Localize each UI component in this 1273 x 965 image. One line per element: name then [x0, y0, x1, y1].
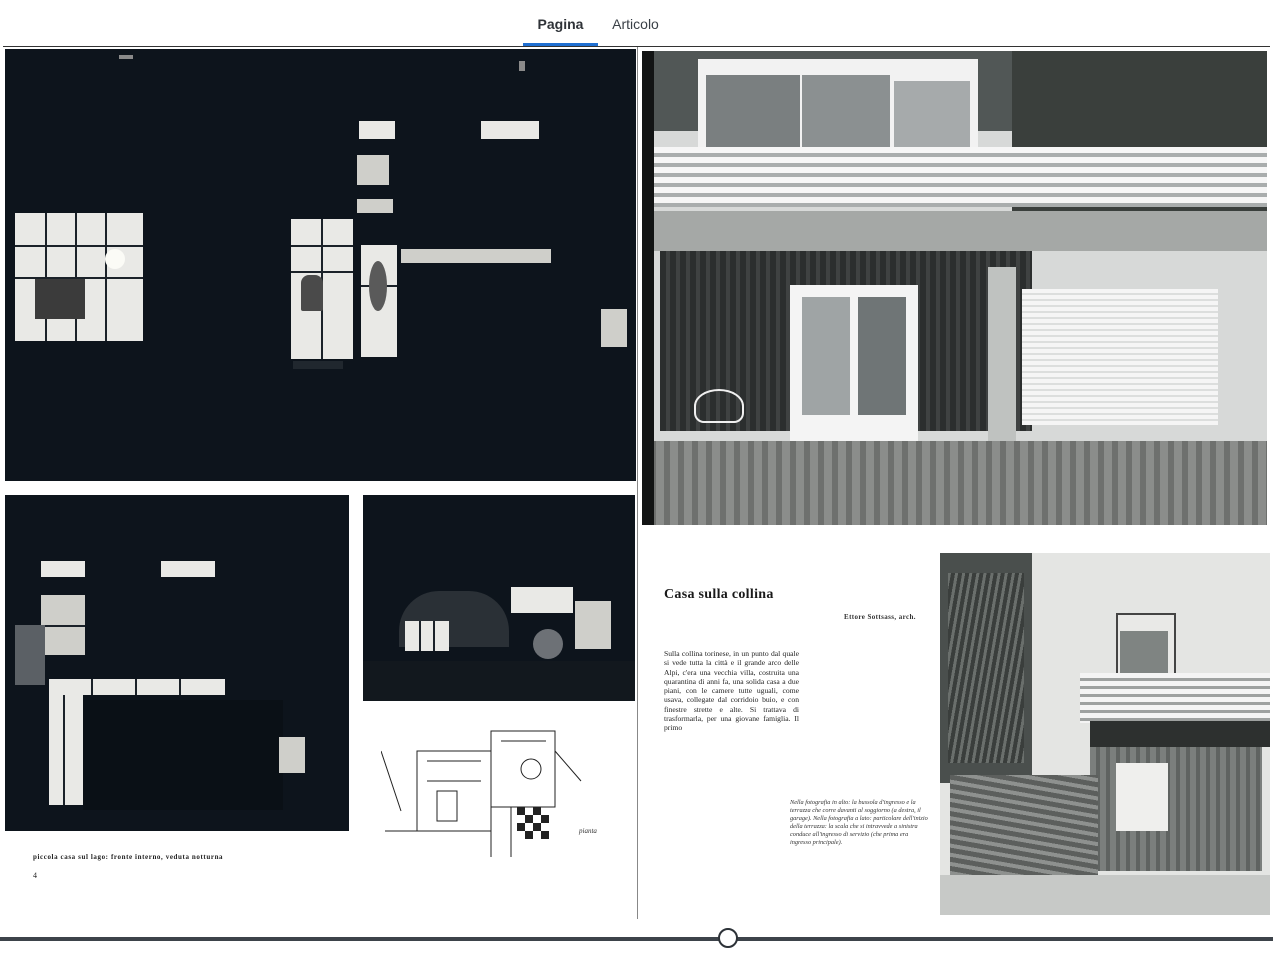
- page-number: 4: [33, 871, 37, 880]
- magazine-spread: [3, 46, 1270, 919]
- house-entrance-photo: [642, 51, 1267, 525]
- right-page: [637, 47, 1271, 919]
- article-author: Ettore Sottsass, arch.: [844, 613, 916, 621]
- article-body: Sulla collina torinese, in un punto dal quale si vede tutta la città e il grande arco delle Alpi, c'era una vecchia villa, costruita una quarantina di anni fa, una solida casa a due piani, con le camere tutte uguali, come usava, collegate dal corridoio buio, e con finestre strette e alte. Si trattava di trasformarla, per una giovane famiglia. Il primo: [664, 649, 799, 733]
- plan-label: pianta: [579, 827, 597, 835]
- night-facade-photo: [5, 49, 636, 481]
- photo-caption: Nella fotografia in alto: la bussola d'ingresso e la terrazza che corre davanti al soggiorno (a destra, il garage). Nella fotografia a lato: particolare dell'inizio della terrazza: la scala che si intravvede a sinistra conduce all'ingresso di servizio (che prima era ingresso principale).: [790, 799, 928, 847]
- floor-plan-drawing: [381, 711, 591, 861]
- night-exterior-photo: [363, 495, 635, 701]
- left-page-caption: piccola casa sul lago: fronte interno, veduta notturna: [33, 853, 224, 861]
- view-tabs: [0, 0, 1273, 46]
- tab-articolo[interactable]: Articolo: [612, 16, 659, 32]
- terrace-detail-photo: [940, 553, 1270, 915]
- page-slider-track[interactable]: [0, 937, 1273, 941]
- tab-pagina[interactable]: Pagina: [523, 10, 598, 46]
- article-title: Casa sulla collina: [664, 587, 774, 602]
- page-slider-thumb[interactable]: [718, 928, 738, 948]
- left-page: [3, 47, 637, 919]
- night-stair-photo: [5, 495, 349, 831]
